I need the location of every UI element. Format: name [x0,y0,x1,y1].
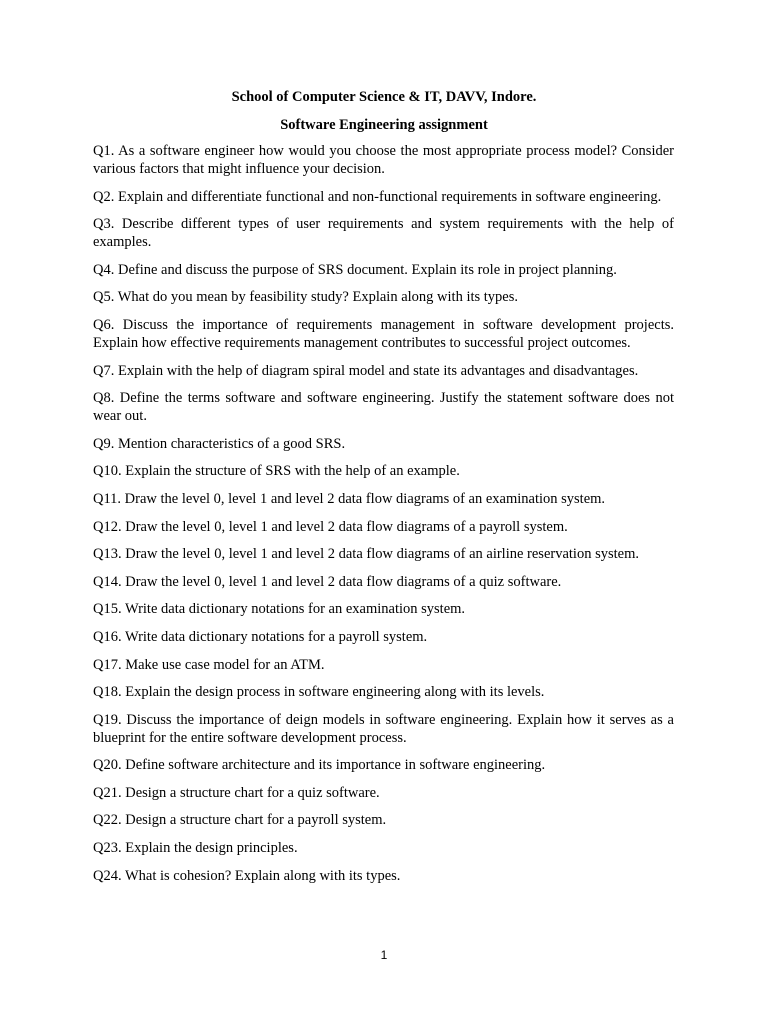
question-item: Q5. What do you mean by feasibility study? Explain along with its types. [93,289,519,306]
question-item: Q18. Explain the design process in software engineering along with its levels. [93,684,545,701]
question-item: Q16. Write data dictionary notations for a payroll system. [93,628,428,645]
question-item: Q12. Draw the level 0, level 1 and level 2 data flow diagrams of a payroll system. [93,518,568,535]
question-item: Q14. Draw the level 0, level 1 and level 2 data flow diagrams of a quiz software. [93,573,562,590]
question-item: Q19. Discuss the importance of deign models in software engineering. Explain how it serves as a blueprint for the entire software development process. [93,711,674,746]
question-item: Q24. What is cohesion? Explain along with its types. [93,867,401,884]
question-item: Q8. Define the terms software and software engineering. Justify the statement software does not wear out. [93,390,674,425]
page-number: 1 [380,948,388,962]
question-item: Q13. Draw the level 0, level 1 and level 2 data flow diagrams of an airline reservation system. [93,546,639,563]
question-item: Q23. Explain the design principles. [93,840,298,857]
question-list [93,142,674,894]
question-item: Q7. Explain with the help of diagram spiral model and state its advantages and disadvantages. [93,362,639,379]
assignment-title: Software Engineering assignment [280,117,488,133]
question-item: Q11. Draw the level 0, level 1 and level 2 data flow diagrams of an examination system. [93,490,606,507]
question-item: Q9. Mention characteristics of a good SRS. [93,435,346,452]
question-item: Q6. Discuss the importance of requirements management in software development projects. Explain how effective requirements management contributes to successful project outcomes. [93,316,674,351]
question-item: Q1. As a software engineer how would you choose the most appropriate process model? Consider various factors that might influence your decision. [93,143,674,177]
question-item: Q4. Define and discuss the purpose of SRS document. Explain its role in project planning. [93,261,617,278]
question-item: Q20. Define software architecture and its importance in software engineering. [93,757,546,774]
institution-heading: School of Computer Science & IT, DAVV, Indore. [231,89,537,105]
question-item: Q10. Explain the structure of SRS with the help of an example. [93,463,460,480]
question-item: Q15. Write data dictionary notations for an examination system. [93,601,466,618]
question-item: Q2. Explain and differentiate functional and non-functional requirements in software engineering. [93,188,662,205]
question-item: Q22. Design a structure chart for a payroll system. [93,812,387,829]
question-item: Q3. Describe different types of user requirements and system requirements with the help of examples. [93,216,674,251]
question-item: Q21. Design a structure chart for a quiz software. [93,784,380,801]
question-item: Q17. Make use case model for an ATM. [93,656,325,673]
